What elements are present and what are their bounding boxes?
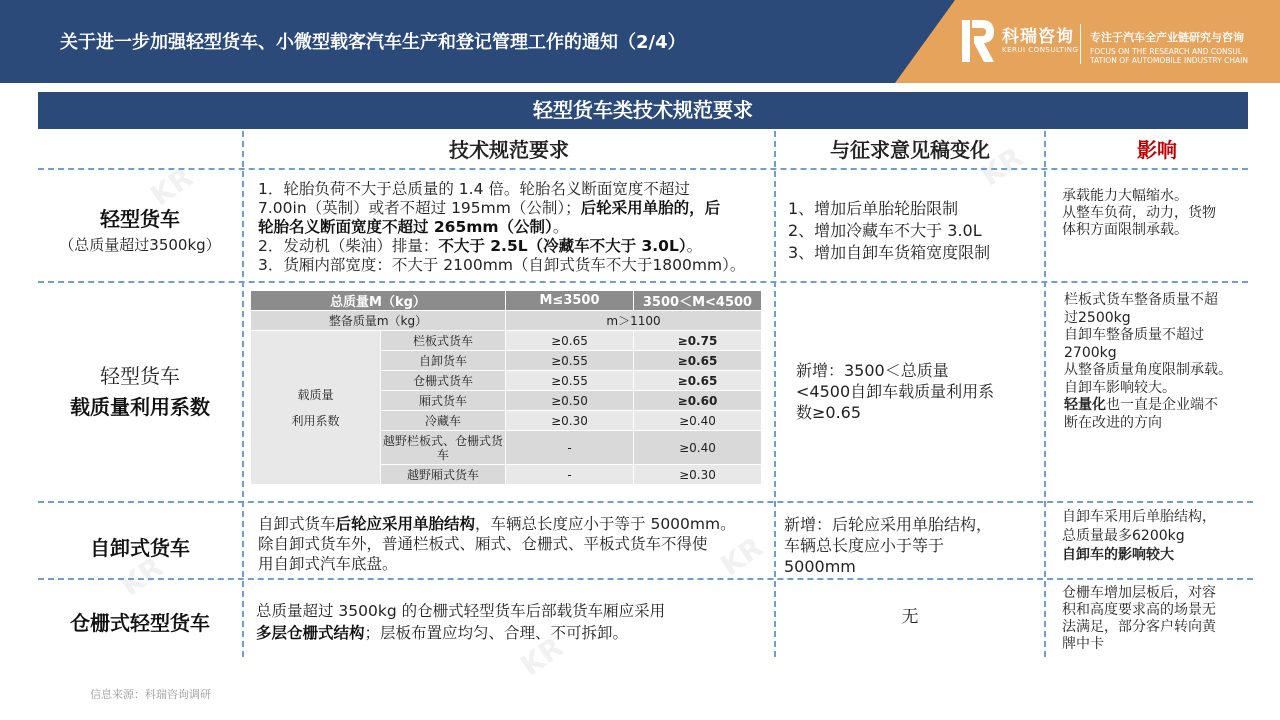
col-header-impact: 影响 xyxy=(1137,138,1177,162)
row-label-load-coefficient xyxy=(40,360,240,420)
impact-text: 牌中卡 xyxy=(1062,636,1104,652)
table-cell: ≥0.75 xyxy=(634,331,762,351)
table-cell: 越野栏板式、仓栅式货车 xyxy=(381,431,506,465)
row-divider xyxy=(38,501,1253,503)
table-cell: 越野厢式货车 xyxy=(381,465,506,485)
row-label-light-truck xyxy=(40,203,240,255)
change-load-coefficient xyxy=(796,360,1036,423)
watermark: KR xyxy=(974,140,1029,193)
table-cell: - xyxy=(506,431,634,465)
col-header-change: 与征求意见稿变化 xyxy=(830,138,990,162)
col-divider xyxy=(1044,131,1046,657)
brand-en: KERUI CONSULTING xyxy=(1002,46,1079,54)
watermark: KR xyxy=(114,550,169,603)
change-text: 2、增加冷藏车不大于 3.0L xyxy=(788,221,982,240)
table-cell: ≥0.50 xyxy=(506,391,634,411)
spec-text: 。 xyxy=(552,218,569,236)
row-label: 仓栅式轻型货车 xyxy=(70,611,210,635)
change-dump-truck xyxy=(784,514,1040,577)
brand-name: 科瑞咨询 xyxy=(1002,27,1074,47)
spec-text: 总质量超过 3500kg 的仓栅式轻型货车后部载货车厢应采用 xyxy=(256,602,666,620)
table-cell: 冷藏车 xyxy=(381,411,506,431)
table-group-label: 利用系数 xyxy=(291,413,340,428)
table-cell: ≥0.65 xyxy=(634,351,762,371)
change-text: 新增：后轮应采用单胎结构， xyxy=(784,515,993,534)
impact-stake-truck xyxy=(1062,585,1252,653)
kerui-logo-icon xyxy=(960,18,996,64)
change-light-truck xyxy=(788,198,1042,264)
impact-bold: 自卸车的影响较大 xyxy=(1062,547,1174,563)
spec-dump-truck xyxy=(258,514,772,574)
source-footnote: 信息来源：科瑞咨询调研 xyxy=(90,688,211,701)
spec-text: 2．发动机（柴油）排量： xyxy=(258,237,439,255)
table-cell: ≥0.60 xyxy=(634,391,762,411)
table-cell: 厢式货车 xyxy=(381,391,506,411)
impact-load-coefficient xyxy=(1064,292,1254,432)
table-banner: 轻型货车类技术规范要求 xyxy=(38,92,1248,129)
table-cell: ≥0.30 xyxy=(634,465,762,485)
row-label: 轻型货车 xyxy=(100,207,180,231)
spec-text: ，车辆总长度应小于等于 5000mm。 xyxy=(475,515,736,533)
row-divider xyxy=(38,578,1253,580)
row-sublabel: （总质量超过3500kg） xyxy=(59,236,221,254)
spec-text: 自卸式货车 xyxy=(258,515,336,533)
impact-text: 从整备质量角度限制承载。 xyxy=(1064,362,1232,378)
brand-tagline-en-2: TATION OF AUTOMOBILE INDUSTRY CHAIN xyxy=(1090,56,1248,65)
watermark: KR xyxy=(714,530,769,583)
spec-text: 除自卸式货车外，普通栏板式、厢式、仓栅式、平板式货车不得使 xyxy=(258,535,708,553)
impact-text: 仓栅车增加层板后，对容 xyxy=(1062,585,1216,601)
spec-text: 用自卸式汽车底盘。 xyxy=(258,555,398,573)
table-cell: m＞1100 xyxy=(506,311,762,331)
table-cell: 自卸货车 xyxy=(381,351,506,371)
change-text: <4500自卸车载质量利用系 xyxy=(796,382,995,401)
table-cell: 整备质量m（kg） xyxy=(251,311,506,331)
watermark: KR xyxy=(144,160,199,213)
row-label: 轻型货车 xyxy=(100,364,180,388)
table-cell: ≥0.55 xyxy=(506,371,634,391)
spec-stake-truck xyxy=(256,600,770,644)
table-cell: 仓栅式货车 xyxy=(381,371,506,391)
row-label-dump-truck xyxy=(40,532,240,561)
col-divider xyxy=(774,131,776,657)
impact-text: 栏板式货车整备质量不超 xyxy=(1064,292,1218,308)
table-group-label: 载质量 xyxy=(297,387,334,402)
change-text: 5000mm xyxy=(784,557,856,576)
table-cell: - xyxy=(506,465,634,485)
impact-text: 断在改进的方向 xyxy=(1064,414,1162,431)
spec-light-truck xyxy=(258,180,772,275)
spec-bold: 不大于 2.5L（冷藏车不大于 3.0L） xyxy=(438,237,687,255)
watermark: KR xyxy=(514,630,569,683)
impact-text: 总质量最多6200kg xyxy=(1062,528,1185,544)
spec-text: ；层板布置应均匀、合理、不可拆卸。 xyxy=(364,624,629,642)
load-coefficient-table xyxy=(250,290,762,485)
row-label-bold: 载质量利用系数 xyxy=(70,395,210,419)
impact-text: 自卸车采用后单胎结构， xyxy=(1062,509,1216,525)
spec-text: 7.00in（英制）或者不超过 195mm（公制）； xyxy=(258,199,581,217)
impact-bold: 轻量化 xyxy=(1064,397,1106,413)
brand-tagline: 专注于汽车全产业链研究与咨询 xyxy=(1090,31,1244,44)
spec-text: 。 xyxy=(686,237,703,255)
impact-text: 法满足，部分客户转向黄 xyxy=(1062,619,1216,635)
spec-bold: 轮胎名义断面宽度不超过 265mm（公制） xyxy=(258,218,553,236)
table-header: 3500＜M<4500 xyxy=(634,291,762,311)
brand-tagline-en-1: FOCUS ON THE RESEARCH AND CONSUL xyxy=(1090,47,1243,56)
row-label: 自卸式货车 xyxy=(90,536,190,560)
brand-tagline-en xyxy=(1090,47,1280,65)
spec-bold: 后轮采用单胎的，后 xyxy=(580,199,721,217)
row-divider xyxy=(38,168,1248,170)
spec-text: 1．轮胎负荷不大于总质量的 1.4 倍。轮胎名义断面宽度不超过 xyxy=(258,180,690,198)
table-group-cell xyxy=(251,331,381,485)
col-divider xyxy=(242,131,244,657)
col-header-spec: 技术规范要求 xyxy=(449,138,569,162)
impact-text: 体积方面限制承载。 xyxy=(1062,222,1188,238)
table-cell: 栏板式货车 xyxy=(381,331,506,351)
row-divider xyxy=(38,281,1248,283)
table-header: M≤3500 xyxy=(506,291,634,311)
change-text: 3、增加自卸车货箱宽度限制 xyxy=(788,243,991,262)
change-text: 1、增加后单胎轮胎限制 xyxy=(788,199,959,218)
impact-text: 自卸车整备质量不超过 xyxy=(1064,327,1204,343)
table-cell: ≥0.65 xyxy=(634,371,762,391)
table-cell: ≥0.30 xyxy=(506,411,634,431)
change-text: 车辆总长度应小于等于 xyxy=(784,536,945,555)
table-header: 总质量M（kg） xyxy=(251,291,506,311)
brand-divider xyxy=(1080,24,1081,64)
impact-text: 2700kg xyxy=(1064,344,1117,361)
page-title: 关于进一步加强轻型货车、小微型载客汽车生产和登记管理工作的通知（2/4） xyxy=(60,32,686,53)
impact-text: 积和高度要求高的场景无 xyxy=(1062,602,1216,618)
row-label-stake-truck xyxy=(40,607,240,636)
table-cell: ≥0.40 xyxy=(634,431,762,465)
impact-text: 承载能力大幅缩水。 xyxy=(1062,188,1188,204)
table-cell: ≥0.40 xyxy=(634,411,762,431)
spec-bold: 后轮应采用单胎结构 xyxy=(335,515,476,533)
impact-dump-truck xyxy=(1062,508,1252,565)
table-cell: ≥0.65 xyxy=(506,331,634,351)
impact-text: 从整车负荷，动力，货物 xyxy=(1062,205,1216,221)
impact-text: 也一直是企业端不 xyxy=(1106,397,1218,413)
change-stake-truck: 无 xyxy=(901,607,919,627)
table-cell: ≥0.55 xyxy=(506,351,634,371)
spec-text: 3．货厢内部宽度：不大于 2100mm（自卸式货车不大于1800mm）。 xyxy=(258,256,746,274)
change-text: 新增：3500＜总质量 xyxy=(796,361,949,380)
impact-light-truck xyxy=(1062,188,1252,239)
impact-text: 自卸车影响较大。 xyxy=(1064,379,1176,396)
impact-text: 过2500kg xyxy=(1064,309,1131,326)
spec-bold: 多层仓栅式结构 xyxy=(256,624,365,642)
change-text: 数≥0.65 xyxy=(796,403,862,422)
